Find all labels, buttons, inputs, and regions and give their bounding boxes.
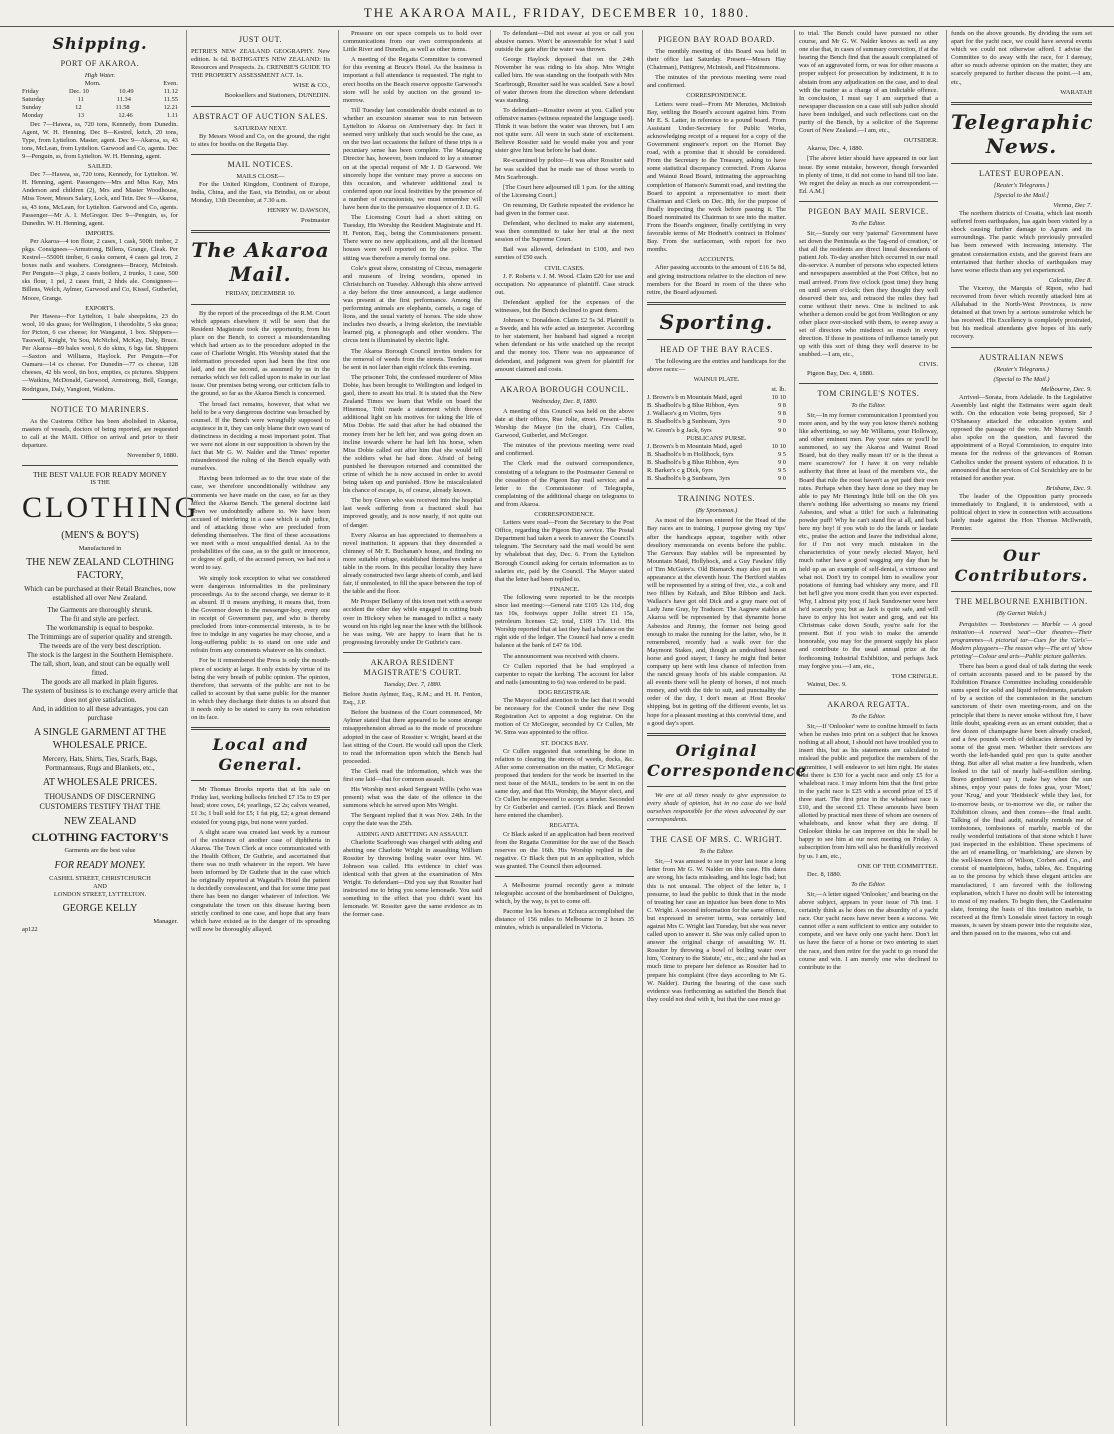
council-para: The minutes of the previous meeting were read and confirmed. xyxy=(495,442,634,458)
outsider-sig: OUTSIDER. xyxy=(903,137,938,145)
correspondence-title: Original Correspondence xyxy=(647,740,807,780)
court-para: His Worship next asked Sergeant Willis (who was present) what was the date of the offence in the summons which he served upon Mrs Wright. xyxy=(343,786,482,810)
melbourne-text: Arrived—Sorata, from Adelaide. In the Legislative Assembly last night the Estimates were again dealt with. On the education vote being proposed, Sir J O'Shanassy attacked the education system and opposed the passage of the vote. Mr Murray Smith also spoke on the question, and favored the appointment of a Royal Commission, to enquire into means for the redress of the grievances of Roman Catholics under the present system of education. It is announced that the services of Col Scratchley are to be retained for another year. xyxy=(951,393,1092,482)
entry-row: B. Shadbolt's b g Sunbeam, 3yrs 9 0 xyxy=(647,418,786,426)
reuter-1: [Reuter's Telegrams.] xyxy=(993,181,1050,189)
arrived-text: Dec 7—Hawea, ss, 720 tons, Kennedy, from Dunedin. Agent, W. H. Henning. Dec 8—Kestrel, ketch, 20 tons, Type, from Lyttelton. Master, agent. Dec 9—Akaroa, ss, 43 tons, McLean, from Lyttelton. Garwood and Co, agents. Dec 9—Penguin, ss, from Lyttelton. W. H. Henning, agent. xyxy=(22,120,178,160)
aiding-text: Charlotte Scarbrough was charged with aiding and abetting one Charlotte Wright in assaulting William Rossiter by throwing boiling water over him. W. Johnson was called. His evidence in chief was identical with that given at the examination of Mrs Wright. To defendant—Did you say that Rossiter had instructed me to bring you some lemonade. You said something to the effect that you didn't want his lemonade. W. Rossiter gave the same evidence as in the former case. xyxy=(343,838,482,919)
latest-heading: LATEST EUROPEAN. xyxy=(978,168,1064,178)
accounts-heading: ACCOUNTS. xyxy=(698,256,735,264)
imports-heading: IMPORTS. xyxy=(85,229,115,237)
local-title: Local and General. xyxy=(212,735,309,775)
regatta-heading: AKAROA REGATTA. xyxy=(827,699,910,709)
court-para: Re-examined by police—It was after Rossiter said he was scalded that he made use of those words to Mrs Scarbrough. xyxy=(495,157,634,181)
civil-para: Defendant applied for the expenses of the witnesses, but the Bench declined to grant them. xyxy=(495,298,634,314)
pacer-note: Pacome les les horses at Echuca accomplished the distance of 156 miles to Melbourne in 2 hours 35 minutes, which is unparalleled in Victoria. xyxy=(495,908,634,932)
tide-cols: Morn. Even. xyxy=(84,80,178,88)
tom-sig: TOM CRINGLE. xyxy=(891,672,938,680)
tide-row: Friday Dec. 10 10.49 11.12 xyxy=(22,88,178,96)
ad-items xyxy=(22,606,178,723)
wainui-heading: WAINUI PLATE. xyxy=(693,376,740,383)
court-para: Bail was allowed, defendant in £100, and two sureties of £50 each. xyxy=(495,246,634,262)
entries-publicans xyxy=(647,443,786,483)
regatta-text: Sir,—If 'Onlooker' were to confine himself to facts when he rushes into print on a subject that he knows nothing at all about, I should not have troubled you to insert this, but as his statements are calculated to mislead the public and prejudice the members of the committee, I will endeavor to set him right. He states that there is £30 for a yacht race and only £5 for a whaleboat race. I may inform him that the first prize in the yacht race is £25 with a second prize of £5 if three start. The first prize in the whaleboat race is £10, and the second £3. These amounts have been allotted by practical men three of whom are owners of whaleboats, and know what they are doing. If Onlooker thinks he can improve on this he shall be happy to see him at our next meeting on Friday. A subscription from him will also be thankfully received by us. I am, etc., xyxy=(799,723,938,860)
contributors-title: Our Contributors. xyxy=(954,546,1089,586)
brisbane-date: Brisbane, Dec. 9. xyxy=(1046,484,1092,492)
column-4 xyxy=(490,30,638,1426)
special-2: (Special to The Mail.) xyxy=(993,375,1050,383)
ad-addr2: AND xyxy=(93,882,107,890)
paper-date: FRIDAY, DECEMBER 10. xyxy=(225,290,296,298)
outsider-note: [The above letter should have appeared in our last issue. By some mistake, however, though forwarded in plenty of time, it did not come to hand till too late. We regret the delay as much as our correspondent.—Ed. A.M.] xyxy=(799,155,938,195)
corr-heading: CORRESPONDENCE. xyxy=(534,510,595,518)
ad-addr3: LONDON STREET, LYTTELTON. xyxy=(53,890,147,898)
telegraphic-title: Telegraphic News. xyxy=(951,109,1094,158)
abstract-day: SATURDAY NEXT. xyxy=(233,124,288,132)
outsider-date: Akaroa, Dec. 4, 1880. xyxy=(807,145,864,153)
ad-nz: NEW ZEALAND xyxy=(63,816,137,828)
tom-heading: TOM CRINGLE'S NOTES. xyxy=(817,388,920,398)
sailed-heading: SAILED. xyxy=(87,163,113,171)
ad-item: The fit and style are perfect. xyxy=(60,615,140,624)
news-para: Pressure on our space compels us to hold over communications from our own correspondents at Little River and Dunedin, as well as other items. xyxy=(343,30,482,54)
entry-row: B. Shadbolt's b g Sunbeam, 3yrs 9 0 xyxy=(647,475,786,483)
court-para: George Haylock deposed that on the 24th November he was riding to his shop. Mrs Wright called him. He was standing on the footpath with Mrs Scarbrough, Rossiter said he was scalded. Saw a bowl of water thrown from the direction where defendant was standing. xyxy=(495,56,634,104)
waratah-sig: WARATAH xyxy=(1060,88,1092,96)
ad-item: And, in addition to all these advantages, you can purchase xyxy=(31,705,169,723)
training-text: As most of the horses entered for the Head of the Bay races are in training, I purpose giving my 'tips' after the handicaps appear, together with other desultory memoranda on events before the public. The Gervaux Bay stables will be represented by Mountain Maid, Hollyhock, and a Guy Fawkes' filly of Tim McGuire's. Old Bismarck may also put in an appearance at the eleventh hour. The Hertford stables will be represented by a string of five, viz., a colt and two fillies by Kelzah, and Blue Ribbon and Jack. Wallace's have got old Dick and a gray mare out of Lady Jane Gray, by Traducer. The Aagnew stables at Akaroa will be represented by that dynamite horse Asbestos and Jimmy, the former not being good enough to make the running for the latter, who, be it remembered, recently had a walk over for the Maymont Stakes, and, though an undoubted honest horse and good stayer, I fancy he might find better company up here with less chance of infection from the rancid greasy hoofs of his stable companion. At all events there will be plenty of horses, if not much money, and with the tide to suit, and punctuality the order of the day, I don't mean at Host Brooks' shipping, but in getting off the different events, let us hope for a pleasant meeting at this convivial time, and a good day's sport. xyxy=(647,517,786,727)
case-text: Sir,—I was amused to see in your last issue a long letter from Mr G. W. Nalder on this case. His dates are wrong, his facts misleading, and his logic bad; but this is not unusual. The object of the letter is, I presume, to lead the public to think that in the mode of treating her case an injustice has been done to Mrs C. Wright. A second information for the same offence, but expressed in severer terms, was certainly laid against Mrs C. Wright last Tuesday, but she was never called upon to answer it. She was only called upon to answer the original charge of assaulting W. H. Rossiter by throwing a bowl of boiling water over him, 'Contrary to the Statute,' etc., etc.; and she had as much time to prepare her defence as Rossiter had to prepare his complaint (five days according to Mr G. W. Nalder). During the hearing of the case such evidence was forthcoming as satisfied the Bench that they could not deal with it, but that the case must go xyxy=(647,858,786,1003)
sailed-text: Dec 7—Hawea, ss, 720 tons, Kennedy, for Lyttelton. W. H. Henning, agent. Passengers—Mrs and Miss Kay, Mrs Anderson and children (2), Mrs and Master Woodhouse, Miss Tower, Messrs Salary, Lock, and Tein. Dec 9—Akaroa, ss, 43 tons, McLean, for Lyttelton. Garwood and Co, agents. Passenger—Mr A. I. McGregor. Dec 9—Penguin, ss, for Dunedin. W. H. Henning, agent. xyxy=(22,171,178,227)
court-para: The Sergeant replied that it was Nov. 24th. In the copy the date was the 25th. xyxy=(343,812,482,828)
exhibition-by: (By Garnet Walch.) xyxy=(996,610,1047,618)
justout-text: PETRIE'S NEW ZEALAND GEOGRAPHY. New edition. Is 6d. BATHGATE'S NEW ZEALAND: Its Resources and Prospects. 2s. CRENBIE'S GUIDE TO THE PROPERTY ASSESSMENT ACT. 1s. xyxy=(191,48,330,80)
news-para: Every Akaroa an has appreciated to themselves a novel institution. It appears that they descended a chimney of Mr E. Buchanan's house, and finding no more suitable refuge, established themselves under a table in the room. In this peculiar locality they have already constructed two large sheets of comb, and laid fair, if unmolested, to fill the space between the top of the table and the floor. xyxy=(343,531,482,596)
council-heading: AKAROA BOROUGH COUNCIL. xyxy=(500,384,629,394)
editorial-para: Having been informed as to the true state of the case, we therefore unconditionally withdraw any comments we have made on the case, so far as they affect the Akaroa Bench. The general doctrine laid down we undoubtedly adhere to. We have been accused of interfering in a case which is sub judice, and of attacking those who are precluded from defending themselves. The first of these accusations we meet with a most unqualified denial. As to the probabilities of the case, as to the guilt or innocence, or degree of guilt, of the accused person, we had not a word to say. xyxy=(191,475,330,572)
australian-heading: AUSTRALIAN NEWS xyxy=(979,352,1064,362)
shipping-title: Shipping. xyxy=(52,34,148,53)
column-2 xyxy=(186,30,334,1426)
pigeon-para: The monthly meeting of this Board was held in their office last Saturday. Present—Messrs Hay (Chairman), Pettigrew, McIntosh, and Fitzsimmons. xyxy=(647,48,786,72)
regatta-sig: ONE OF THE COMMITTEE. xyxy=(857,862,938,870)
tom-to: To the Editor. xyxy=(851,401,886,409)
editorial-para: By the report of the proceedings of the R.M. Court which appears elsewhere it will be seen that the Resident Magistrate took the opportunity, from his place on the Bench, to correct a misunderstanding which had arisen as to the procedure adopted in the case of Charlotte Wright. His Worship stated that the information proceeded upon had been the first one laid, and not the second, as assumed by us in the remarks which we felt called upon to make in our last issue. Our premises being wrong, our criticism falls to the ground, so far as the Akaroa Bench is concerned. xyxy=(191,309,330,398)
ad-item: The tweeds are of the very best description. xyxy=(38,642,162,651)
aiding-heading: AIDING AND ABETTING AN ASSAULT. xyxy=(356,830,469,838)
ad-line4: THE NEW ZEALAND CLOTHING FACTORY, xyxy=(26,557,174,582)
mail-sub: MAILS CLOSE— xyxy=(236,172,285,180)
pb-heading: PIGEON BAY MAIL SERVICE. xyxy=(808,206,929,216)
regatta2-cont: funds on the above grounds. By dividing the sum set apart for the yacht race, we could have several events which we could not otherwise afford. I advise the Committee to do away with the race, for I daresay, after so much adverse opinion on the matter, they are scarcely prepared to further discuss the point.—I am, etc., xyxy=(951,30,1092,86)
ad-factory: CLOTHING FACTORY'S xyxy=(31,830,169,845)
regatta-text: Cr Black asked if an application had been received from the Regatta Committee for the use of the Beach reserves on the 16th. His Worship replied in the negative. Cr Black then put in an application, which was granted. The Council then adjourned. xyxy=(495,830,634,870)
case-cont: to trial. The Bench could have pursued no other course, and Mr G. W. Nalder knows as well as any one else that, in cases of summary conviction, if at the hearing the Bench find that the assault complained of was of an aggravated form, or was for other reasons a proper subject for prosecution by indictment, it is to abstain from any adjudication on the case, and to deal with the matter as a charge of an indictable offence. In conclusion, I must say I am surprised that a newspaper discussion on a case still sub judice should have been indulged, and such reflections cast on the purity of the Bench, by a solicitor of the Supreme Court of New Zealand.—I am, etc., xyxy=(799,30,938,135)
special-1: [Special to the Mail.] xyxy=(993,191,1050,199)
court-para: To defendant—Did not swear at you or call you abusive names. Won't be answerable for what I said outside the gate after the water was thrown. xyxy=(495,30,634,54)
court-para: To defendant—Rossiter swore at you. Called you offensive names (witness repeated the language used). Think it was before the water was thrown, but I am not quite sure. All were in such state of excitement. Believe Rossiter said he would make you and your sister give him beat before he had done. xyxy=(495,106,634,155)
council-para: A meeting of this Council was held on the above date at their offices, Rue Jolie, street. Present—His Worship the Mayor (in the chair), Crs Cullen, Garwood, Gutberlet, and McGregor. xyxy=(495,407,634,440)
editorial-para: The broad fact remains, however, that what we held to be a very dangerous doctrine was broached by counsel. If the Bench were wrongfully supposed to acquiesce in it, they can only blame their own want of distinctness in deciding a most important point. That we were not alone in our supposition is shown by the fact that Mr G. W. Nalder and the Times' reporter misunderstood the ruling of the Bench equally with ourselves. xyxy=(191,400,330,473)
court-heading: AKAROA RESIDENT MAGISTRATE'S COURT. xyxy=(363,657,462,677)
brisbane-text: The leader of the Opposition party proceeds immediately to England, it is understood, with a political object in view in connection with accusations lately made against the Hon Thomas McIlwraith, Premier. xyxy=(951,492,1092,533)
corr-text: Letters were read—From the Secretary to the Post Office, regarding the Pigeon Bay service. The Postal Department had taken a week to answer the Council's telegram. The Secretary said the mail would be sent by whaleboat that day, Dec. 6. From the Lyttelton Borough Council asking for certain information as to salaries etc, paid by the Council. The Mayor stated that the letter had been replied to. xyxy=(495,519,634,583)
entry-row: J. Wallace's g m Victim, 6yrs 9 8 xyxy=(647,410,786,418)
column-6 xyxy=(794,30,942,1426)
regatta2-to: To the Editor. xyxy=(851,880,886,888)
news-para: Cole's great show, consisting of Circus, menagerie and museum of living wonders, opened in Christchurch on Tuesday. Although this show arrived a day before the time announced, a large audience was present at the first performance. Among the performing animals are elephants, camels, a cage of lions, and the usual variety of horses. The side show includes two dwarfs, a living skeleton, the inevitable learned pig, a phonograph and other wonders. The circus tent is illuminated by electric light. xyxy=(343,264,482,345)
sporting-title: Sporting. xyxy=(659,309,774,334)
civil-para: Johnsen v. Donaldson. Claim £2 5s 3d. Plaintiff is a Swede, and his wife acted as interpreter. According to her statement, her husband had signed a receipt when defendant or his wife snatched up the receipt and the money too. There was no appearance of defendant, and judgment was given for plaintiff for amount claimed and costs. xyxy=(495,317,634,373)
abstract-heading: ABSTRACT OF AUCTION SALES. xyxy=(192,111,329,121)
exports-text: Per Hawea—For Lyttelton, 1 bale sheepskins, 23 do wool, 10 sks grass; for Wellington, 1 theodolite, 5 sks grass; for Picton, 6 cse cheese; for Wanganui, 1 box. Shippers—Tasswell, Knight, Yu Sou, McNichol, McKay, Daly, Bruce. Per Akaroa—89 bales wool, 6 do skins, 6 bgs fat. Shippers—Saxton and Williams, Haylock. Per Penguin—For Oamaru—14 cs cheese. For Dunedin—77 cs cheese, 128 cheeses, 42 bls wool, tin box, empties, cs pictures. Shippers—Watkins, McDonald, Garwood, Armstrong, Bell, Grange, Rodrigues, Daly, Vangioni, Watkins. xyxy=(22,312,178,393)
ad-list: Mercery, Hats, Shirts, Ties, Scarfs, Bags, Portmanteaus, Rugs and Blankets, etc., xyxy=(42,755,158,773)
races-heading: HEAD OF THE BAY RACES. xyxy=(660,344,773,354)
ad-thousands: THOUSANDS OF DISCERNING CUSTOMERS TESTIFY THAT THE xyxy=(39,792,161,812)
news-para: Mr Prosper Bellamy of this town met with a severe accident the other day while engaged in cutting bush over in Hickory when he managed to inflict a nasty wound on his right leg near the knee with the billhook he was using. We are happy to learn that he is progressing favorably under Dr Guthrie's care. xyxy=(343,598,482,646)
council-para: The Clerk read the outward correspondence, consisting of a telegram to the Postmaster General re the cessation of the Pigeon Bay mail service; and a letter to the Commissioner of Telegraphs, complaining of the additional charge on telegrams to and from Akaroa. xyxy=(495,460,634,508)
mail-text: For the United Kingdom, Continent of Europe, India, China, and the East, via Brindisi, on or about Monday, 13th December, at 7.30 a.m. xyxy=(191,180,330,205)
justout-heading: JUST OUT. xyxy=(238,35,283,44)
ad-item: The stock is the largest in the Southern Hemisphere. xyxy=(26,651,174,660)
regatta-heading: REGATTA. xyxy=(549,822,580,830)
news-para: The Akaroa Borough Council invites tenders for the removal of weeds from the streets. Tenders must be sent in not later than eight o'clock this evening. xyxy=(343,347,482,371)
column-1 xyxy=(18,30,200,1426)
training-heading: TRAINING NOTES. xyxy=(677,494,756,504)
masthead: THE AKAROA MAIL, FRIDAY, DECEMBER 10, 1880. xyxy=(0,0,1114,27)
ad-line1: THE BEST VALUE FOR READY MONEY xyxy=(32,470,168,480)
vienna-text: The northern districts of Croatia, which last month suffered from earthquakes, has again been visited by a shock causing further damage to Agram and its surroundings. The panic which previously prevailed has been renewed with increasing intensity. The greatest consternation exists, and the gravest fears are entertained that further shocks of earthquakes may have worse effects than any yet experienced. xyxy=(951,210,1092,274)
ad-clothing: CLOTHING xyxy=(22,491,200,525)
column-3 xyxy=(338,30,486,1426)
reuter-2: (Reuter's Telegrams.) xyxy=(994,365,1049,373)
ad-item: The workmanship is equal to bespoke. xyxy=(46,624,154,633)
corr-text: Letters were read—From Mr Menzies, McIntosh Bay, settling the Board's account against him. From Mr E. S. Latter, in reference to a pound board. From Assistant Under-Secretary for Public Works, acknowledging receipt of a request for a copy of the Government engineer's report on the Hornet Bay road, with a promise that it should be considered. From the Secretary to the Treasury, asking to have some statistical discrepancy corrected. From Akaroa and Wainui Road Board, intimating the approaching completion of Hanson's Summit road, and inviting the Board to appoint a representative to meet their Chairman and Clerk on Dec. 8th, for the purpose of finally inspecting the work before passing it. The Board nominated its Chairman to see into the matter. From the Board's engineer, finally certifying in very favorable terms of Mr Hodnett's contract in Holmes' Bay. From the surfaceman, with report for two months. xyxy=(647,100,786,254)
calcutta-date: Calcutta, Dec 8. xyxy=(1048,276,1092,284)
notice-heading: NOTICE TO MARINERS. xyxy=(50,404,150,414)
court-para: [The Court here adjourned till 1 p.m. for the sitting of the Licensing Court.] xyxy=(495,183,634,199)
tom-date: Wainui, Dec. 9. xyxy=(807,680,847,688)
news-para: Till Tuesday last considerable doubt existed as to whether an excursion steamer was to run between Lyttelton to Akaroa on Anniversary day. In fact it seemed very unlikely that such would be the case, as on the two last occasions the failure of these trips is a pecuniary sense has been complete. The Managing Director has, however, been induced to lay a steamer on at the special request of Mr J. D Garwood. We sincerely hope the venture may prove a success on this occasion, and whatever additional zeal is conferred upon our local festivities by the presence of a number of excursionists, we must remember will have been due to the persuasive eloquence of J. D. G. xyxy=(343,106,482,211)
ad-item: The system of business is to exchange every article that does not give satisfaction. xyxy=(22,687,178,705)
civil-heading: CIVIL CASES. xyxy=(544,264,585,272)
entry-row: B. Shadbolt's b g Blue Ribbon, 4yrs 9 0 xyxy=(647,458,786,466)
wise: WISE & CO., xyxy=(293,82,330,90)
regatta-to: To the Editor. xyxy=(851,712,886,720)
finance-text-2: The announcement was received with cheers. xyxy=(503,652,620,660)
ad-item: The tall, short, lean, and stout can be equally well fitted. xyxy=(30,660,170,678)
finance-text-3: Cr Cullen reported that he had employed a carpenter to repair the kerbing. The account for labor and nails (amounting to 6s) was ordered to be paid. xyxy=(495,662,634,686)
news-para: The Licensing Court had a short sitting on Tuesday, His Worship the Resident Magistrate and H. H. Fenton, Esq., being the Commissioners present. There were no new applications, and all the licensed houses were well reported on by the police. The sitting was therefore a merely formal one. xyxy=(343,214,482,262)
case-heading: THE CASE OF MRS. C. WRIGHT. xyxy=(650,835,783,845)
ad-manager-title: Manager. xyxy=(153,917,178,925)
exports-heading: EXPORTS. xyxy=(85,304,115,312)
ad-sub: (MEN'S & BOY'S) xyxy=(61,530,139,542)
ad-item: The goods are all marked in plain figures. xyxy=(41,678,159,687)
finance-text: The following were reported to be the receipts since last meeting:—General rate £105 12s 11d, dog tax 10s, footways upper Jollie street £1 15s, petroleum licenses £2; total, £109 17s 11d. His Worship reported that at last they had a balance on the right side of the ledger. The Council had now a credit balance at the bank of £47 6s 10d. xyxy=(495,593,634,650)
editorial-para: We simply took exception to what we considered were dangerous informalities in the preliminary proceedings. As to the second charge, we demur to it as absurd. If it means anything, it means that, from the Governor down to the messenger-boy, every one in receipt of Government pay, and who is thereby precluded from inter-commercial interests, is to be free to indulge in any vagaries he may choose, and a long-suffering public is to stand on one side and refrain from any comments whatever on his conduct. xyxy=(191,574,330,655)
civis-sig: CIVIS. xyxy=(919,361,938,369)
civil-para: J. F. Roberts v. J. M. Wood. Claim £20 for use and occupation. No appearance of plaintiff. Case struck out. xyxy=(495,272,634,296)
notice-text: As the Customs Office has been abolished in Akaroa, masters of vessels, doctors of being reported, are requested to call at the MAIL Office on arrival and prior to their departure. xyxy=(22,417,178,449)
entry-row: W. Green's b g Jack, 6yrs 9 0 xyxy=(647,426,786,434)
entry-row: B. Shadbolt's b m Hollihock, 6yrs 9 5 xyxy=(647,450,786,458)
tide-table xyxy=(22,88,178,120)
ad-ready: FOR READY MONEY. xyxy=(54,859,146,871)
ad-item: The Trimmings are of superior quality and strength. xyxy=(27,633,173,642)
abstract-text: By Messrs Wood and Co, on the ground, the right to sites for booths on the Regatta Day. xyxy=(191,132,330,148)
ad-addr1: CASHEL STREET, CHRISTCHURCH xyxy=(49,874,151,882)
pb-text: Sir,—Surely our very 'paternal' Government have set down the Peninsula as the 'fag-end of creation,' or that all the residents are direct lineal descendants of patient Job. To-day another hitch occurred in our mail dis-service. A number of persons who expected letters and newspapers assembled at the Post Office, but no mail arrived. From five o'clock (post time) they hung on until seven o'clock; then they thought they well deserved their tea, and retraced the miles they had come without their news. One is inclined to ask whether a demon could be got from Wellington or any other place over-stocked with them, to sweep away a set of directors who misdirect so much in every direction. If those in positions of influence tamely put up with this sort of thing they well deserve to be snubbed.—I am, etc., xyxy=(799,229,938,359)
news-para: The boy Green who was received into the hospital last week suffering from a fractured skull has improved greatly, and is now nearly, if not quite out of danger. xyxy=(343,497,482,529)
local-para: A slight scare was created last week by a rumour of the existence of another case of diphtheria in Akaroa. The Town Clerk at once communicated with the Health Officer, Dr Guthrie, and ascertained that there was no truth whatever in the report. We have been informed by Dr Guthrie that in the case which he originally reported at Wagstaff's Hotel the patient is decidedly convalescent, and that for some time past there has been no danger whatever of infection. We congratulate the town on this disease having been strictly confined to one case, and hope that any fears which have existed as to the danger of its spreading will now be thoroughly allayed. xyxy=(191,828,330,933)
notice-date: November 9, 1880. xyxy=(127,452,178,460)
accounts-text: After passing accounts to the amount of £16 5s 8d, and giving instructions relative to the election of new members for the Board in room of the three who retire, the Board adjourned. xyxy=(647,264,786,296)
court-date: Tuesday, Dec. 7, 1880. xyxy=(383,680,442,688)
ad-best: Garments are the best value xyxy=(64,847,136,855)
ad-line3: Manufactured in xyxy=(78,545,122,553)
mail-sig: HENRY W. DAWSON, xyxy=(267,207,330,215)
mail-heading: MAIL NOTICES. xyxy=(227,159,294,169)
st-text: Cr Cullen suggested that something be done in relation to clearing the streets of weeds, docks, &c. After some conversation on the matter, Cr McGregor proposed that tenders for the work be inserted in the next issue of the MAIL, tenders to be sent in on the same day, and that His Worship, the Mayor elect, and Cr Cullen be empowered to accept a tender. Seconded by Cr Gutberlet and carried. (Crs Black and Brown here entered the chamber). xyxy=(495,747,634,820)
local-para: Mr Thomas Brooks reports that at his sale on Friday last, working bullocks fetched £7 15s to £9 per head; store cows, £4; yearlings, £2 2s; calves weaned, £1 3s; 1 bull sold for £5; 1 fat pig, £2; a great demand existed for young pigs, but none were yarded. xyxy=(191,786,330,826)
tide-row: Sunday 12 11.58 12.21 xyxy=(22,104,178,112)
ad-item: The Garments are thoroughly shrunk. xyxy=(47,606,153,615)
ad-line2: IS THE xyxy=(90,479,110,487)
ad-manager: GEORGE KELLY xyxy=(62,902,138,914)
wise-2: Booksellers and Stationers, DUNEDIN. xyxy=(224,92,330,100)
exhibition-intro: Perquisites — Tombstones — Marble — A good imitation—A reserved 'seat'—Our theatres—Their programmes—A pictorial tar—Cues for the 'Girls'—Modern playgoers—The reason why—The art of 'show printing'—Colour and arts—Public picture galleries. xyxy=(951,620,1092,660)
case-to: To the Editor. xyxy=(699,848,734,856)
court-para: The Clerk read the information, which was the first one laid—that for common assault. xyxy=(343,767,482,783)
court-before: Before Justin Aylmer, Esq., R.M.; and H. H. Fenton, Esq., J.P. xyxy=(343,691,482,707)
editorial-para: For be it remembered the Press is only the mouth-piece of society at large. It only exists by virtue of its being the very breath of public opinion. The opinion, therefore, that servants of the public are not to be called to account by that same public for the manner in which they discharge their duties is so absurd that it needs only to be stated to carry its own refutation on its face. xyxy=(191,657,330,722)
correspondence-note: We are at all times ready to give expression to every shade of opinion, but in no case do we hold ourselves responsible for the views advocated by our correspondents. xyxy=(647,791,786,824)
dog-heading: DOG REGISTRAR. xyxy=(538,688,591,696)
pigeon-para: The minutes of the previous meeting were read and confirmed. xyxy=(647,74,786,90)
exhibition-heading: THE MELBOURNE EXHIBITION. xyxy=(955,597,1088,607)
column-5 xyxy=(642,30,807,1426)
melbourne-note: A Melbourne journal recently gave a minute telegraphic account of the bombardment of Dulcigno, which, by the way, is yet to come off. xyxy=(495,882,634,906)
mail-sig-title: Postmaster xyxy=(301,217,330,225)
port-heading: PORT OF AKAROA. xyxy=(60,59,140,68)
regatta2-text: Sir,—A letter signed 'Onlooker,' and bearing on the above subject, appears in your issue of 7th inst. I certainly think as he does on the absurdity of a yacht race. Our yacht races have never been a success. We cannot offer a sum sufficient to entice any outsider to compete, and we have only one yacht here. Don't let us have the farce of a horse or two entering to start the race, and then retire for the yacht to go round the course and win. I am merely one who declined to contribute to the xyxy=(799,890,938,971)
exhibition-text: There has been a good deal of talk during the week of certain accounts passed and to be passed by the Exhibition Finance Committee including considerable sums spent for solid and liquid refreshments, partaken of by a section of the commission in the sanctum sanctorum of their own meeting-room, and on the principle that there is never smoke without fire, I have little doubt, speaking even as an errant outsider, that a few dozen of champagne have been already cracked, and a few pounds worth of delicacies demolished by some of the great men. Whether their services are worth the left-handed quid pro quo is quite another thing. But after all what matter a few hundreds, when looked to the tail of nearly half-a-million sterling. Bravo gentlemen! say I, make hay when the sun shines, enjoy your pates de foies gras, your 'Moet,' your 'Krug,' and your 'Heidsieck' while they last, for to-morrow bests, or to-morrow we die, or rather the Exhibition closes, and then comes—the final audit. Talking of the final audit, naturally reminds me of tombstones, tombstones of marble, marble of the really wonderful imitations of that stone which I have just inspected in the exhibition. These specimens of the art of enamelling, or 'marbleising,' are shown by the well-known firm of Wilson, Corben and Co., and consist of mantelpieces, baths, tables, &c. Enquiring as to the process by which these elegant articles are manufactured, I am favored with the following explanation, which I have no doubt will be interesting to most of my readers. To begin then, the Castlemaine slate, forming the basis of this imitation marble, is received at the firm's Lonsdale street factory in rough masses, is sawn by steam power into the requisite size, and then passed on to the masons, who cut and xyxy=(951,662,1092,938)
pb-to: To the Editor. xyxy=(851,219,886,227)
column-7 xyxy=(946,30,1096,1426)
vienna-date: Vienna, Dec 7. xyxy=(1053,201,1092,209)
council-date: Wednesday, Dec. 8, 1880. xyxy=(531,397,598,405)
pigeon-heading: PIGEON BAY ROAD BOARD. xyxy=(657,35,776,44)
court-para: Defendant, who declined to make any statement, was then committed to take her trial at the next session of the Supreme Court. xyxy=(495,220,634,244)
court-para: Before the business of the Court commenced, Mr Aylmer stated that there appeared to be some strange misapprehension abroad as to the mode of procedure adopted in the case of Rossiter v. Wright, heard at the last sitting of the Court. He would call upon the Clerk to read the information upon which the Bench had proceeded. xyxy=(343,709,482,765)
entry-row: J. Brown's b m Mountain Maid, aged 10 10 xyxy=(647,394,786,402)
finance-heading: FINANCE. xyxy=(549,585,580,593)
st-heading: ST. DOCKS BAY. xyxy=(540,739,589,747)
entries-wainui xyxy=(647,394,786,434)
tom-text: Sir,—In my former communication I promised you more anon, and by the way you know there's nothing like advertising, so say Mr Williams, your Holloway, and other eminent men. Pay your rates or you'll be summoned, so say the Akaroa and Wainui Road Board, but do they really mean it? or is the threat a mere scarecrow? for I have it on very reliable authority that three at least of the members viz., the Board that rule the roost haven't as yet paid their own rates. Perhaps when they have done so they may be able to pay Mr Henning's little bill on the Oh yes there's nothing like advertising so means my friend Asbestos, and what a title! for such a fulminating powder puff! Why he can't stand fire at all, and back here my boy! if you wish to do the lands or laudate etc., praise the action and leave the individual alone, for if I'm not very much mistaken in the characteristics of your newly elected Mayor, he'd much rather have a good wagging any day than be held up as an example of self-denial, a virtuoso and what not. Don't try to compel him to swallow your potations of fuming bad whiskey any more, and I'll bet he'll give you more credit than you ever expected. Why, I almost pity you; if Jack Sundowner were here he'd scarcely you; but as Jack is quite safe, and will have to enjoy his hot water and grog, and eat his Christmas cake down South, you're safe for the present. But if you wish to make the amende honorable, you may for the present supply his place and contribute to the usual annual prize at the forthcoming Industrial Exhibition, and perhaps Jack may forgive you.—I am, etc., xyxy=(799,411,938,670)
publicans-heading: PUBLICANS' PURSE. xyxy=(686,434,747,442)
tide-header: High Water. xyxy=(84,72,116,79)
paper-title: The Akaroa Mail. xyxy=(191,238,330,287)
dog-text: The Mayor called attention to the fact that it would be necessary for the Council under the new Dog Registration Act to appoint a dog registrar. On the motion of Cr McGregor, seconded by Cr Cullen, Mr W. Sims was appointed to the office. xyxy=(495,697,634,737)
entry-row: R. Barker's c g Dick, 6yrs 9 5 xyxy=(647,467,786,475)
tide-row: Saturday 11 11.34 11.55 xyxy=(22,96,178,104)
court-para: On resuming, Dr Guthrie repeated the evidence he had given in the former case. xyxy=(495,201,634,217)
civis-date: Pigeon Bay, Dec. 4, 1880. xyxy=(807,369,874,377)
races-sub: The following are the entries and handicaps for the above races:— xyxy=(647,357,786,373)
calcutta-text: The Viceroy, the Marquis of Ripon, who had recovered from fever which recently attacked him at Allahabad in the North-West Provinces, is now detained at that town by a serious sunstroke which he has received. His Excellency is completely prostrated, but his medical attendants give hopes of his early recovery. xyxy=(951,284,1092,341)
ad-line5: Which can be purchased at their Retail Branches, now established all over New Zealand. xyxy=(24,585,176,603)
entry-row: B. Shadbolt's b g Blue Ribbon, 4yrs 9 8 xyxy=(647,402,786,410)
ad-ref: ap122 xyxy=(22,925,38,933)
regatta-date: Dec. 8, 1880. xyxy=(807,870,842,878)
corr-heading: CORRESPONDENCE. xyxy=(686,92,747,100)
st-lb: st. lb. xyxy=(771,386,786,394)
news-para: A meeting of the Regatta Committee is convened for this evening at Bruce's Hotel. As the business is important a full attendance is requested. The right to erect booths on the Beach reserve opposite Garwood's store will be sold by auction on the ground to-morrow. xyxy=(343,56,482,104)
imports-text: Per Akaroa—4 ton flour, 2 cases, 1 cask, 500ft timber, 2 pkgs. Consignees—Armstrong, Billens, Grange, Cleak. Per Kestrel—5500ft timber, 6 casks cement, 4 cases gal iron, 2 boxes nails and washers. Consignees—Bracey, McIntosh. Per Penguin—3 pkgs, 2 cases boilers, 2 trunks, 1 case, 500 sks flour, 1 pel, 2 cases fruit, 2 hhds ale. Consignees—Billens, Welch, Aylmer, Garwood and Co, Kissel, Gutberlet, Moore, Grange. xyxy=(22,237,178,302)
ad-single: A SINGLE GARMENT AT THE WHOLESALE PRICE. xyxy=(33,727,167,752)
melbourne-date: Melbourne, Dec. 9. xyxy=(1040,385,1092,393)
news-para: The prisoner Tohi, the confessed murderer of Miss Dobie, has been brought to Wellington and lodged in gaol, there to await his trial. It is stated that the New Zealand Times we learn that While on board the Hinemoa, Tohi made a statement which throws additional light on his motives for taking the life of Miss Dobie. He said that after he had obtained the money from her he left her, and was going down an incline towards where he had left his horse, when Miss Dobie called out after him that she would tell the soldiers what he had done. Afraid of being punished he thereupon returned and committed the crime of which he is now accused in order to avoid being taken up and punished. How he miscalculated his chance of escape, is, of course, already known. xyxy=(343,373,482,495)
ad-prices: AT WHOLESALE PRICES. xyxy=(42,777,158,789)
tide-row: Monday 13 12.46 1.11 xyxy=(22,112,178,120)
entry-row: J. Brown's b m Mountain Maid, aged 10 10 xyxy=(647,442,786,450)
training-by: (By Sportsman.) xyxy=(695,507,738,515)
